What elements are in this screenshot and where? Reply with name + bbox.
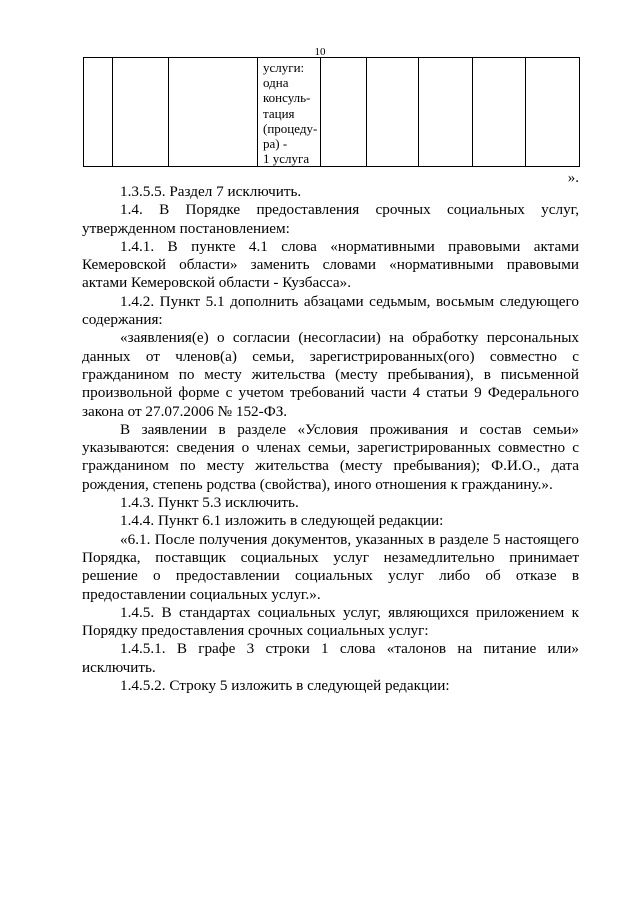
paragraph: 1.4.5.2. Строку 5 изложить в следующей редакции: [120,677,450,695]
paragraph: 1.4.2. Пункт 5.1 дополнить абзацами седьмым, восьмым следующего содержания: [82,292,579,329]
cell-line: тация [263,105,295,121]
table-cell [113,58,169,167]
paragraph: 1.4. В Порядке предоставления срочных социальных услуг, утвержденном постановлением: [82,201,579,237]
quoted-paragraph: В заявлении в разделе «Условия проживания и состав семьи» указываются: сведения о членах семьи, зарегистрированных совместно с гражданином по месту жительства (месту пребывания); Ф.И.О., дата рождения, степень родства (свойства), иного отношения к гражданину.». [82,420,579,493]
page-number: 10 [314,46,326,58]
table-cell [419,58,473,167]
cell-line: консуль- [263,90,311,106]
table-cell [321,58,367,167]
cell-line: (процеду- [263,120,318,136]
table-cell [367,58,419,167]
table-cell [84,58,113,167]
document-body [82,183,579,695]
continued-table [83,57,580,167]
cell-line: услуги: [263,60,305,75]
table-row [84,58,580,167]
paragraph: 1.4.5.1. В графе 3 строки 1 слова «талонов на питание или» исключить. [82,640,579,676]
paragraph: 1.4.4. Пункт 6.1 изложить в следующей редакции: [120,512,444,530]
table-cell [169,58,258,167]
paragraph: 1.4.3. Пункт 5.3 исключить. [120,494,299,512]
closing-quote: ». [567,170,579,186]
quoted-paragraph: «заявления(е) о согласии (несогласии) на обработку персональных данных от членов(а) семьи, зарегистрированных(ого) совместно с гражданином по месту жительства (месту пребывания), в письменной произвольной форме с учетом требований части 4 статьи 9 Федерального закона от 27.07.2006 № 152-ФЗ. [82,329,579,420]
quoted-paragraph: «6.1. После получения документов, указанных в разделе 5 настоящего Порядка, поставщик социальных услуг незамедлительно принимает решение о предоставлении социальных услуг либо об отказе в предоставлении социальных услуг.». [82,530,579,603]
table-cell [526,58,580,167]
table-cell-service-volume [258,58,321,167]
paragraph: 1.4.1. В пункте 4.1 слова «нормативными правовыми актами Кемеровской области» заменить словами «нормативными правовыми актами Кемеровской области - Кузбасса». [82,237,579,292]
cell-line: ра) - [263,136,288,152]
table-cell [473,58,526,167]
cell-line: 1 услуга [263,151,310,167]
cell-line: одна [263,75,289,91]
paragraph: 1.3.5.5. Раздел 7 исключить. [120,183,302,200]
paragraph: 1.4.5. В стандартах социальных услуг, являющихся приложением к Порядку предоставления срочных социальных услуг: [82,603,579,640]
